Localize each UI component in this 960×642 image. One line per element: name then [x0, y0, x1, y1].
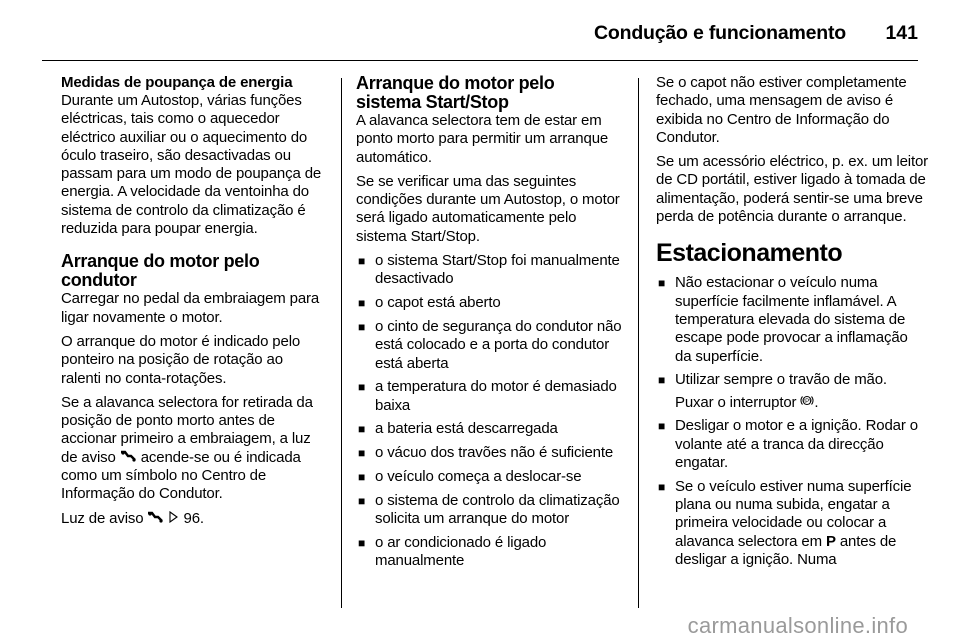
- list-item: [656, 478, 928, 569]
- svg-text:(P): (P): [803, 398, 812, 405]
- paragraph: Durante um Autostop, várias funções eléctricas, tais como o aquecedor eléctrico auxiliar ou o aquecimento do óculo traseiro, são desactivadas ou passam para um modo de poupança de energia. A velocidade da ventoinha do sistema de controlo da climatização é reduzida para poupar energia.: [61, 92, 322, 238]
- section-heading: Medidas de poupança de energia: [61, 74, 293, 91]
- list-item-text: o ar condicionado é ligado manualmente: [375, 533, 547, 570]
- list-item-text: o cinto de segurança do condutor não está colocado e a porta do condutor está aberta: [375, 317, 622, 372]
- list-item: [356, 294, 624, 312]
- list-item-text: Desligar o motor e a ignição. Rodar o volante até a tranca da direcção engatar.: [675, 417, 918, 472]
- list-item: [356, 420, 624, 438]
- bullet-icon: ■: [658, 373, 666, 388]
- bullet-icon: ■: [358, 422, 366, 437]
- bullet-icon: ■: [358, 446, 366, 461]
- list-item: [356, 318, 624, 373]
- parking-brake-icon: [800, 394, 814, 412]
- paragraph: Se um acessório eléctrico, p. ex. um leitor de CD portátil, estiver ligado à tomada de alimentação, poderá sentir-se uma breve perda de potência durante o arranque.: [656, 153, 928, 226]
- section-heading: Arranque do motor pelo sistema Start/Stop: [356, 73, 555, 112]
- list-item: [356, 492, 624, 529]
- list-item: [356, 444, 624, 462]
- bullet-icon: ■: [358, 296, 366, 311]
- text-fragment: Luz de aviso: [61, 509, 144, 527]
- list-item: [656, 417, 928, 472]
- text-fragment: Puxar o interruptor: [675, 393, 797, 411]
- bullet-icon: ■: [358, 470, 366, 485]
- gear-position-label: P: [825, 532, 836, 550]
- gearshift-warning-icon: [147, 510, 164, 528]
- bullet-icon: ■: [358, 254, 366, 269]
- conditions-list: [356, 252, 624, 570]
- list-item-text: o veículo começa a deslocar-se: [375, 468, 582, 486]
- text-fragment: acende-se ou é indicada como um símbolo no Centro de Informação do Condutor.: [61, 448, 301, 503]
- list-item-subtext: [675, 394, 928, 412]
- list-item-text: a bateria está descarregada: [375, 420, 558, 438]
- list-item-text: o sistema de controlo da climatização solicita um arranque do motor: [375, 491, 620, 528]
- bullet-icon: ■: [358, 319, 366, 334]
- column-divider: [638, 78, 639, 608]
- paragraph: A alavanca selectora tem de estar em ponto morto para permitir um arranque automático.: [356, 112, 609, 166]
- column-2: [356, 74, 624, 576]
- list-item: [356, 252, 624, 289]
- text-fragment: .: [814, 393, 819, 411]
- list-item: [656, 274, 928, 365]
- reference-arrow-icon: [168, 510, 179, 528]
- bullet-icon: ■: [658, 276, 666, 291]
- bullet-icon: ■: [358, 535, 366, 550]
- page-reference[interactable]: 96.: [183, 509, 204, 527]
- list-item-text: o sistema Start/Stop foi manualmente desactivado: [375, 252, 620, 288]
- page-header-title: Condução e funcionamento: [594, 22, 846, 44]
- list-item-text: antes de desligar a ignição. Numa: [675, 532, 897, 569]
- paragraph: Se se verificar uma das seguintes condições durante um Autostop, o motor será ligado automaticamente pelo sistema Start/Stop.: [356, 172, 620, 245]
- paragraph: Se o capot não estiver completamente fechado, uma mensagem de aviso é exibida no Centro de Informação do Condutor.: [656, 74, 907, 146]
- header-divider: [42, 60, 918, 61]
- list-item-text: Utilizar sempre o travão de mão.: [675, 371, 887, 389]
- column-3: [656, 74, 928, 575]
- list-item-text: o vácuo dos travões não é suficiente: [375, 444, 614, 462]
- column-1: [61, 74, 324, 534]
- column-divider: [341, 78, 342, 608]
- list-item: [356, 378, 624, 415]
- list-item: [356, 468, 624, 486]
- paragraph: O arranque do motor é indicado pelo ponteiro na posição de rotação ao ralenti no conta-rotações.: [61, 332, 301, 387]
- list-item-text: a temperatura do motor é demasiado baixa: [375, 378, 617, 414]
- page-header: [0, 0, 960, 62]
- chapter-heading: Estacionamento: [656, 239, 843, 268]
- bullet-icon: ■: [358, 493, 366, 508]
- section-heading: Arranque do motor pelo condutor: [61, 251, 260, 291]
- list-item-text: Se o veículo estiver numa superfície plana ou numa subida, engatar a primeira velocidade ou colocar a alavanca selectora em: [675, 477, 912, 550]
- list-item: [656, 371, 928, 412]
- bullet-icon: ■: [658, 419, 666, 434]
- page-number: 141: [885, 22, 918, 44]
- bullet-icon: ■: [358, 380, 366, 395]
- bullet-icon: ■: [658, 479, 666, 494]
- watermark: carmanualsonline.info: [687, 613, 908, 638]
- paragraph: [61, 510, 324, 528]
- list-item: [356, 534, 624, 571]
- list-item-text: o capot está aberto: [375, 294, 501, 312]
- gearshift-warning-icon: [120, 449, 137, 467]
- parking-list: [656, 274, 928, 569]
- paragraph: [61, 394, 324, 504]
- paragraph: Carregar no pedal da embraiagem para ligar novamente o motor.: [61, 290, 320, 326]
- list-item-text: Não estacionar o veículo numa superfície facilmente inflamável. A temperatura elevada do sistema de escape pode provocar a inflamação da superfície.: [675, 274, 908, 365]
- text-fragment: Se a alavanca selectora for retirada da posição de ponto morto antes de accionar primeiro a embraiagem, a luz de aviso: [61, 393, 313, 466]
